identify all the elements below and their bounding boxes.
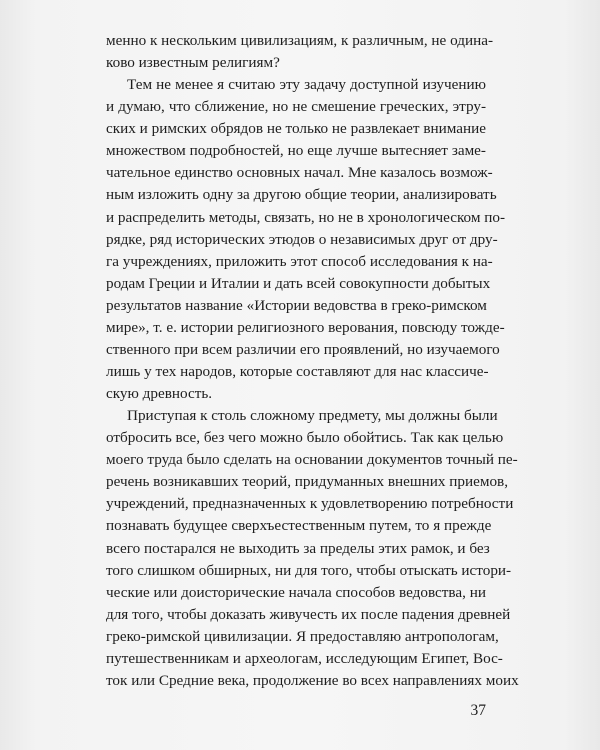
text-line: множеством подробностей, но еще лучше вытесняет заме- [106, 142, 486, 160]
text-line: Приступая к столь сложному предмету, мы должны были [127, 407, 498, 425]
text-line: отбросить все, без чего можно было обойтись. Так как целью [106, 429, 504, 447]
text-line: моего труда было сделать на основании документов точный пе- [106, 451, 518, 469]
text-line: ным изложить одну за другою общие теории, анализировать [106, 186, 497, 204]
text-line: речень возникавших теорий, придуманных внешних приемов, [106, 473, 509, 491]
text-line: родам Греции и Италии и дать всей совокупности добытых [106, 274, 491, 292]
text-line: ток или Средние века, продолжение во всех направлениях моих [106, 671, 519, 689]
page-number: 37 [470, 702, 486, 719]
text-line: того слишком обширных, ни для того, чтобы отыскать истори- [106, 561, 512, 579]
text-line: ческие или доисторические начала способов ведовства, ни [106, 583, 486, 601]
text-line: греко-римской цивилизации. Я предоставляю антропологам, [106, 627, 499, 645]
text-line: для того, чтобы доказать живучесть их после падения древней [106, 605, 511, 623]
text-line: учреждений, предназначенных к удовлетворению потребности [106, 495, 514, 513]
text-line: лишь у тех народов, которые составляют для нас классиче- [106, 363, 489, 380]
text-line: ских и римских обрядов не только не развлекает внимание [106, 120, 486, 138]
text-line: мире», т. е. истории религиозного верования, повсюду тожде- [106, 318, 505, 336]
text-line: ственного при всем различии его проявлений, но изучаемого [106, 340, 500, 358]
text-line: ково известным религиям? [106, 54, 280, 72]
text-line: всего постарался не выходить за пределы этих рамок, и без [106, 539, 490, 557]
text-line: чательное единство основных начал. Мне казалось возмож- [106, 164, 493, 182]
text-line: результатов название «Истории ведовства в греко-римском [106, 296, 487, 314]
text-line: и думаю, что сближение, но не смешение греческих, этру- [106, 98, 486, 116]
text-line: познавать будущее сверхъестественным путем, то я прежде [106, 517, 492, 535]
text-line: путешественникам и археологам, исследующим Египет, Вос- [106, 649, 503, 667]
text-line: скую древность. [106, 385, 213, 403]
text-line: Тем не менее я считаю эту задачу доступной изучению [127, 76, 486, 94]
text-line: и распределить методы, связать, но не в хронологическом по- [106, 208, 506, 226]
text-line: га учреждениях, приложить этот способ исследования к на- [106, 252, 493, 270]
text-line: рядке, ряд исторических этюдов о независимых друг от дру- [106, 230, 498, 248]
text-line: менно к нескольким цивилизациям, к различным, не одина- [106, 32, 494, 49]
